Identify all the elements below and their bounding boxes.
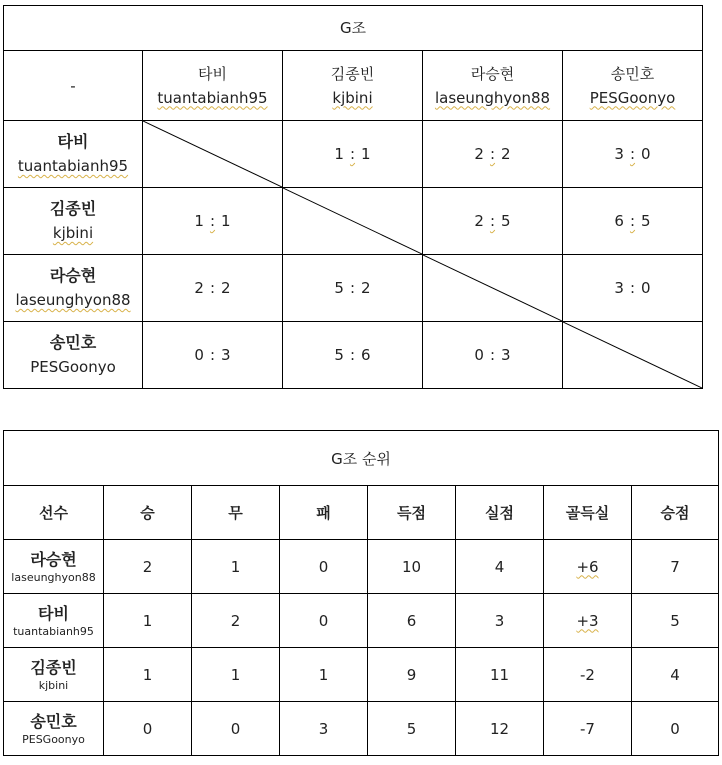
row-header-name: 김종빈 [49, 199, 97, 218]
self-match-cell [563, 322, 703, 389]
losses-cell: 1 [280, 648, 368, 702]
table-row [4, 702, 719, 756]
score-separator: : [629, 145, 636, 163]
score-cell [563, 121, 703, 188]
column-header-player-2 [283, 51, 423, 121]
table-row [4, 540, 719, 594]
goal-difference-cell: +6 [544, 540, 632, 594]
score-a: 0 [194, 346, 204, 364]
header-points: 승점 [632, 486, 719, 540]
row-header-name: 타비 [57, 132, 89, 151]
header-goal-difference: 골득실 [544, 486, 632, 540]
score-a: 0 [474, 346, 484, 364]
row-header-id: laseunghyon88 [15, 291, 131, 309]
score-cell [423, 188, 563, 255]
score-b: 5 [641, 212, 651, 230]
score-a: 2 [194, 279, 204, 297]
goals-for-cell: 9 [368, 648, 456, 702]
goals-against-cell: 12 [456, 702, 544, 756]
score-cell [143, 255, 283, 322]
score-separator: : [629, 279, 636, 297]
player-cell [4, 648, 104, 702]
score-separator: : [629, 212, 636, 230]
score-b: 1 [361, 145, 371, 163]
self-match-cell [143, 121, 283, 188]
score-a: 5 [334, 346, 344, 364]
header-losses: 패 [280, 486, 368, 540]
table-row [4, 594, 719, 648]
losses-cell: 0 [280, 540, 368, 594]
score-a: 1 [194, 212, 204, 230]
score-b: 6 [361, 346, 371, 364]
player-cell [4, 594, 104, 648]
draws-cell: 2 [192, 594, 280, 648]
self-match-cell [423, 255, 563, 322]
header-player: 선수 [4, 486, 104, 540]
player-id: PESGoonyo [22, 732, 85, 746]
column-header-id: laseunghyon88 [434, 88, 551, 107]
goal-difference-cell: -7 [544, 702, 632, 756]
draws-cell: 1 [192, 540, 280, 594]
score-cell [143, 188, 283, 255]
player-name: 송민호 [30, 711, 77, 731]
score-cell [283, 255, 423, 322]
row-header-id: tuantabianh95 [17, 157, 129, 175]
row-header-id: kjbini [52, 224, 94, 242]
row-header-id: PESGoonyo [30, 358, 116, 376]
column-header-id: PESGoonyo [589, 88, 676, 107]
draws-cell: 1 [192, 648, 280, 702]
points-cell: 4 [632, 648, 719, 702]
header-wins: 승 [104, 486, 192, 540]
column-header-name: 타비 [198, 64, 227, 83]
score-cell [423, 121, 563, 188]
losses-cell: 0 [280, 594, 368, 648]
score-a: 2 [474, 212, 484, 230]
goals-for-cell: 10 [368, 540, 456, 594]
row-header-player-2 [4, 188, 143, 255]
row-header-player-1 [4, 121, 143, 188]
player-id: kjbini [38, 678, 69, 692]
wins-cell: 1 [104, 648, 192, 702]
score-cell [423, 322, 563, 389]
score-b: 0 [641, 145, 651, 163]
column-header-player-1 [143, 51, 283, 121]
score-separator: : [209, 212, 216, 230]
player-name: 김종빈 [30, 657, 77, 677]
score-cell [283, 322, 423, 389]
score-separator: : [349, 279, 356, 297]
goals-for-cell: 6 [368, 594, 456, 648]
score-separator: : [489, 212, 496, 230]
score-a: 6 [614, 212, 624, 230]
self-match-cell [283, 188, 423, 255]
score-b: 2 [501, 145, 511, 163]
score-b: 2 [361, 279, 371, 297]
score-b: 3 [221, 346, 231, 364]
column-header-player-3 [423, 51, 563, 121]
losses-cell: 3 [280, 702, 368, 756]
player-id: laseunghyon88 [11, 570, 96, 584]
row-header-name: 송민호 [49, 333, 97, 352]
row-header-player-4 [4, 322, 143, 389]
table-row [4, 648, 719, 702]
score-separator: : [489, 145, 496, 163]
score-separator: : [349, 346, 356, 364]
score-separator: : [209, 346, 216, 364]
points-cell: 5 [632, 594, 719, 648]
score-a: 3 [614, 145, 624, 163]
score-cell [563, 188, 703, 255]
score-separator: : [349, 145, 356, 163]
points-cell: 0 [632, 702, 719, 756]
score-b: 1 [221, 212, 231, 230]
score-a: 3 [614, 279, 624, 297]
score-cell [143, 322, 283, 389]
score-a: 1 [334, 145, 344, 163]
score-b: 3 [501, 346, 511, 364]
column-header-name: 김종빈 [330, 64, 375, 83]
corner-cell: - [4, 51, 143, 121]
player-name: 라승현 [30, 549, 77, 569]
wins-cell: 0 [104, 702, 192, 756]
goals-for-cell: 5 [368, 702, 456, 756]
header-draws: 무 [192, 486, 280, 540]
goal-difference-cell: +3 [544, 594, 632, 648]
column-header-player-4 [563, 51, 703, 121]
column-header-name: 라승현 [470, 64, 515, 83]
column-header-name: 송민호 [610, 64, 655, 83]
player-name: 타비 [38, 603, 69, 623]
match-results-table [3, 5, 703, 389]
draws-cell: 0 [192, 702, 280, 756]
standings-table [3, 430, 719, 756]
player-cell [4, 702, 104, 756]
row-header-player-3 [4, 255, 143, 322]
column-header-id: tuantabianh95 [157, 88, 268, 107]
player-cell [4, 540, 104, 594]
score-separator: : [209, 279, 216, 297]
standings-title: G조 순위 [4, 431, 719, 486]
wins-cell: 1 [104, 594, 192, 648]
score-b: 0 [641, 279, 651, 297]
score-b: 5 [501, 212, 511, 230]
header-goals-against: 실점 [456, 486, 544, 540]
score-a: 5 [334, 279, 344, 297]
goals-against-cell: 3 [456, 594, 544, 648]
score-a: 2 [474, 145, 484, 163]
header-goals-for: 득점 [368, 486, 456, 540]
wins-cell: 2 [104, 540, 192, 594]
goals-against-cell: 4 [456, 540, 544, 594]
match-table-title: G조 [4, 6, 703, 51]
points-cell: 7 [632, 540, 719, 594]
score-separator: : [489, 346, 496, 364]
player-id: tuantabianh95 [13, 624, 94, 638]
row-header-name: 라승현 [49, 266, 97, 285]
score-b: 2 [221, 279, 231, 297]
goal-difference-cell: -2 [544, 648, 632, 702]
goals-against-cell: 11 [456, 648, 544, 702]
score-cell [563, 255, 703, 322]
column-header-id: kjbini [332, 88, 373, 107]
score-cell [283, 121, 423, 188]
